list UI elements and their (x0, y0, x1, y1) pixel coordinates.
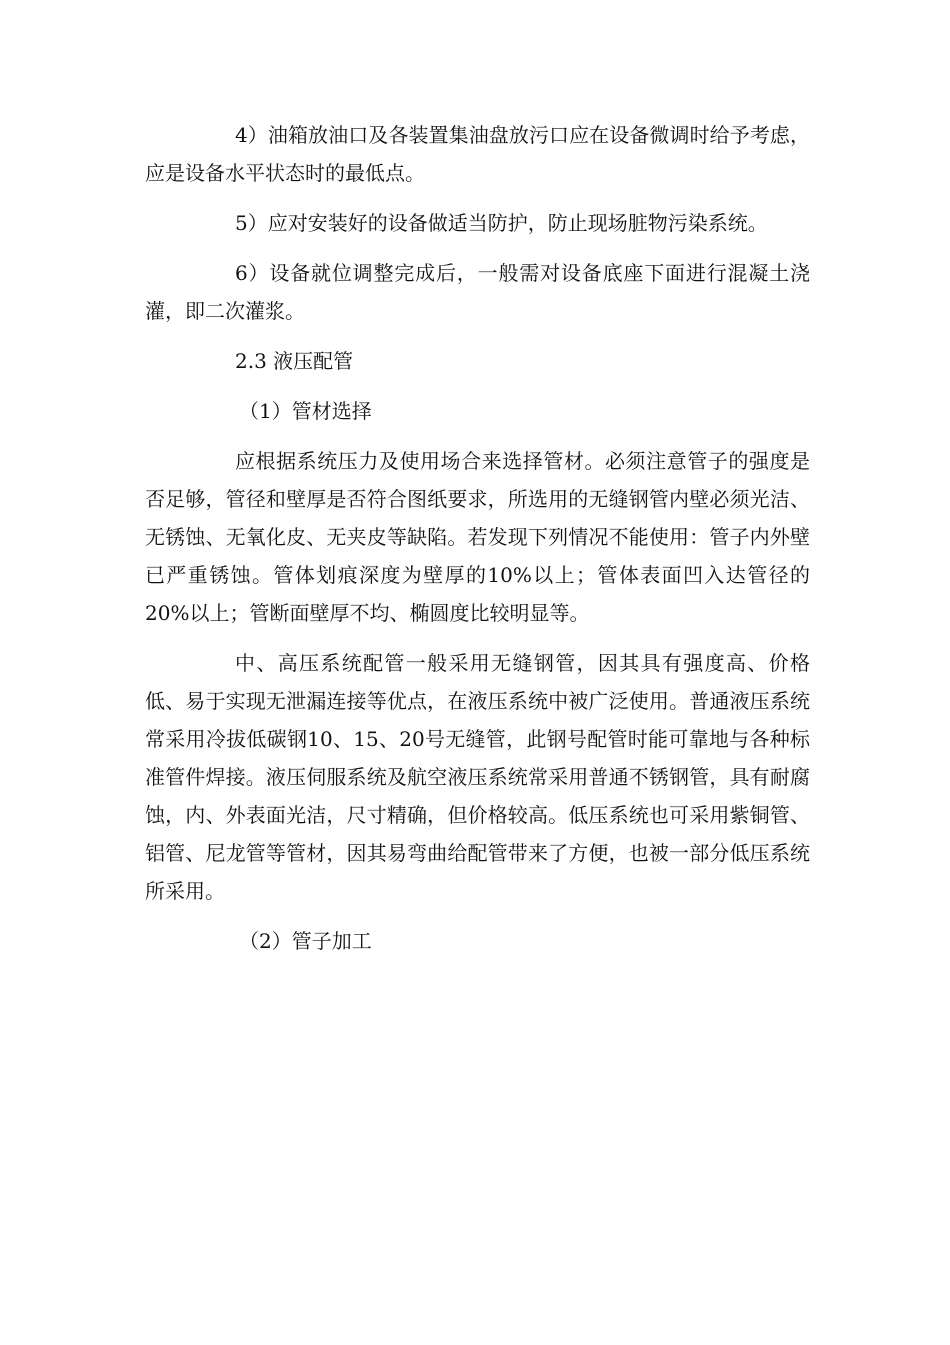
subheading-pipe-selection: （1）管材选择 (239, 399, 372, 423)
paragraph-oil-drain: 4）油箱放油口及各装置集油盘放污口应在设备微调时给予考虑，应是设备水平状态时的最低点。 (145, 123, 810, 185)
paragraph-grouting: 6）设备就位调整完成后，一般需对设备底座下面进行混凝土浇灌，即二次灌浆。 (145, 261, 810, 323)
subheading-pipe-processing: （2）管子加工 (239, 929, 372, 953)
paragraph-pipe-requirements: 应根据系统压力及使用场合来选择管材。必须注意管子的强度是否足够，管径和壁厚是否符合图纸要求，所选用的无缝钢管内壁必须光洁、无锈蚀、无氧化皮、无夹皮等缺陷。若发现下列情况不能使用：管子内外壁已严重锈蚀。管体划痕深度为壁厚的10%以上；管体表面凹入达管径的20%以上；管断面壁厚不均、椭圆度比较明显等。 (145, 449, 810, 625)
paragraph-pipe-materials: 中、高压系统配管一般采用无缝钢管，因其具有强度高、价格低、易于实现无泄漏连接等优点，在液压系统中被广泛使用。普通液压系统常采用冷拔低碳钢10、15、20号无缝管，此钢号配管时能可靠地与各种标准管件焊接。液压伺服系统及航空液压系统常采用普通不锈钢管，具有耐腐蚀，内、外表面光洁，尺寸精确，但价格较高。低压系统也可采用紫铜管、铝管、尼龙管等管材，因其易弯曲给配管带来了方便，也被一部分低压系统所采用。 (145, 651, 810, 903)
section-heading-hydraulic-piping: 2.3 液压配管 (235, 349, 354, 373)
document-body (145, 116, 810, 972)
paragraph-protection: 5）应对安装好的设备做适当防护，防止现场脏物污染系统。 (235, 211, 768, 235)
